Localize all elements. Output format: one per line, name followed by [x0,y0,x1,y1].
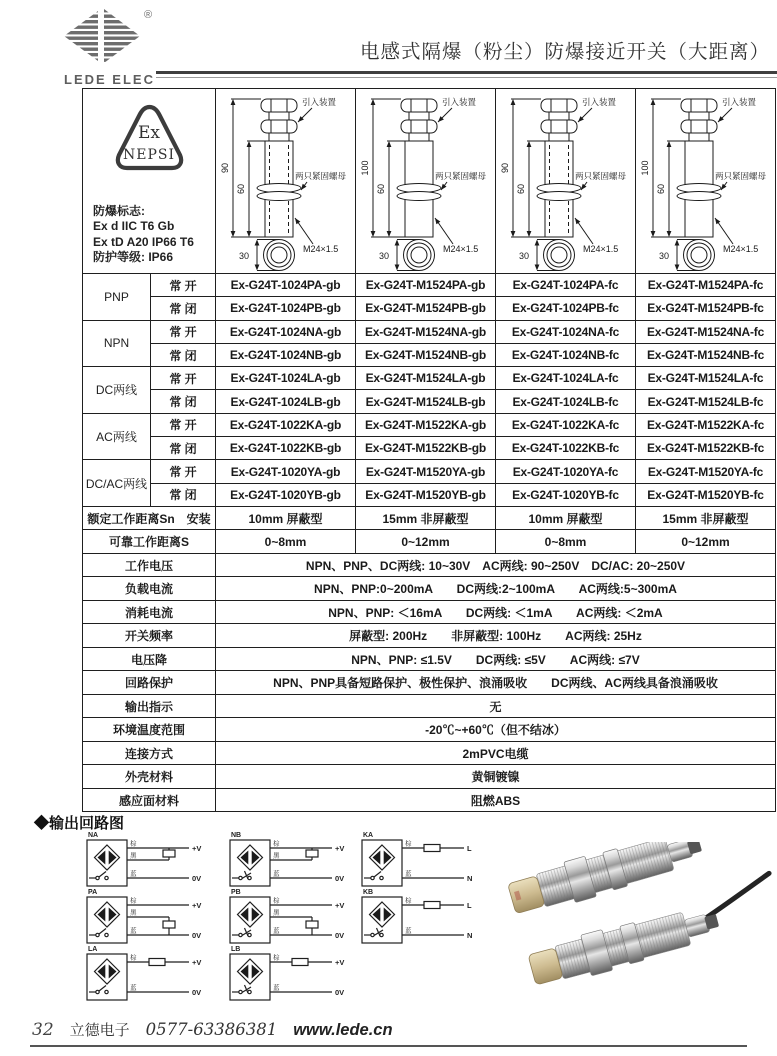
sensor-dimension-drawing [357,89,495,273]
thread-label: M24×1.5 [302,244,338,254]
output-type-cell: PNP [83,274,151,321]
model-number-cell: Ex-G24T-M1524NA-gb [356,320,496,343]
page-title: 电感式隔爆（粉尘）防爆接近开关（大距离） [359,42,770,63]
spec-label-cell: 感应面材料 [83,788,216,812]
contact-state-cell: 常 闭 [151,297,216,320]
model-number-cell: Ex-G24T-1020YA-fc [496,460,636,483]
circuit-svg [360,887,488,947]
model-number-cell: Ex-G24T-1020YB-fc [496,483,636,506]
terminal-label: N [467,931,473,940]
terminal-label: L [467,844,472,853]
spec-value-cell: NPN、PNP、DC两线: 10~30V AC两线: 90~250V DC/AC: 20~250V [216,553,776,577]
sensor-dimension-drawing [497,89,635,273]
product-photo-1 [503,842,766,919]
wire-label: 黑 [273,852,280,860]
dim-inner: 60 [375,183,386,195]
model-number-cell: Ex-G24T-M1524PA-gb [356,274,496,297]
terminal-label: +V [192,958,202,967]
model-number-cell: Ex-G24T-1024LA-fc [496,367,636,390]
cert-line: Ex d IIC T6 Gb [93,219,175,233]
footer-rule [30,1045,747,1047]
model-number-cell: Ex-G24T-M1524NB-gb [356,343,496,366]
output-type-cell: DC两线 [83,367,151,414]
model-number-cell: Ex-G24T-1024PB-gb [216,297,356,320]
wire-label: 棕 [405,840,412,848]
wire-label: 蓝 [405,927,412,935]
circuit-name: NB [231,832,242,839]
model-number-cell: Ex-G24T-1024LA-gb [216,367,356,390]
model-row [83,413,776,436]
entry-label: 引入装置 [301,97,336,107]
model-number-cell: Ex-G24T-M1522KA-gb [356,413,496,436]
spec-row [83,624,776,648]
nuts-label: 两只紧固螺母 [434,171,486,181]
cert-line: 防护等级: IP66 [93,250,174,264]
entry-label: 引入装置 [441,97,476,107]
dim-overall: 100 [359,160,370,176]
dim-overall: 90 [499,162,510,174]
page-number: 32 [32,1020,54,1040]
circuit-svg [360,830,488,890]
wire-label: 蓝 [405,870,412,878]
spec-value-cell: 15mm 非屏蔽型 [356,506,496,530]
spec-value-cell: NPN、PNP: ＜16mA DC两线: ＜1mA AC两线: ＜2mA [216,600,776,624]
terminal-label: 0V [192,931,202,940]
spec-label-cell: 负载电流 [83,577,216,601]
terminal-label: N [467,874,473,883]
model-number-cell: Ex-G24T-M1524LB-gb [356,390,496,413]
page-footer [32,1019,393,1040]
model-number-cell: Ex-G24T-M1524PA-fc [636,274,776,297]
model-number-cell: Ex-G24T-1024NB-fc [496,343,636,366]
phone-number: 0577-63386381 [145,1020,278,1039]
circuit-name: KA [363,832,374,839]
wire-label: 棕 [405,897,412,905]
contact-state-cell: 常 闭 [151,437,216,460]
model-number-cell: Ex-G24T-1020YB-gb [216,483,356,506]
dim-inner: 60 [235,183,246,195]
output-circuits-heading: ◆输出回路图 [34,815,125,832]
dimension-drawing-cell [356,89,496,274]
brand-diamond-icon [64,6,159,66]
dim-diameter: 30 [658,251,669,261]
nuts-label: 两只紧固螺母 [574,171,626,181]
dim-diameter: 30 [518,251,529,261]
brand-name: LEDE ELEC [64,72,155,87]
contact-state-cell: 常 开 [151,413,216,436]
entry-label: 引入装置 [721,97,756,107]
terminal-label: +V [335,901,345,910]
terminal-label: +V [335,844,345,853]
spec-value-cell: 10mm 屏蔽型 [216,506,356,530]
circuit-name: KB [363,889,374,896]
nepsi-mark: NEPSI [122,146,176,163]
output-type-cell: NPN [83,320,151,367]
spec-value-cell: -20℃~+60℃（但不结冰） [216,718,776,742]
dim-overall: 90 [219,162,230,174]
spec-value-cell: 0~12mm [356,530,496,554]
dimension-drawing-cell [216,89,356,274]
circuit-svg [228,887,356,947]
terminal-label: +V [192,844,202,853]
wire-label: 棕 [130,954,137,962]
spec-label-cell: 额定工作距离Sn 安装 [83,506,216,530]
model-row [83,274,776,297]
terminal-label: +V [192,901,202,910]
circuit-diagram-kb [360,887,490,947]
model-row [83,320,776,343]
terminal-label: 0V [192,988,202,997]
spec-label-cell: 输出指示 [83,694,216,718]
wire-label: 黑 [130,909,137,917]
wire-label: 蓝 [273,984,280,992]
wire-label: 蓝 [130,927,137,935]
circuit-svg [228,944,356,1004]
certification-cell [83,89,216,274]
wire-label: 黑 [130,852,137,860]
spec-value-cell: NPN、PNP: ≤1.5V DC两线: ≤5V AC两线: ≤7V [216,647,776,671]
spec-label-cell: 回路保护 [83,671,216,695]
title-rule [156,71,777,78]
spec-row [83,530,776,554]
spec-label-cell: 工作电压 [83,553,216,577]
spec-label-cell: 消耗电流 [83,600,216,624]
thread-label: M24×1.5 [442,244,478,254]
circuit-diagram-pb [228,887,358,947]
spec-row [83,718,776,742]
dim-diameter: 30 [378,251,389,261]
wire-label: 蓝 [273,927,280,935]
circuit-svg [85,887,213,947]
contact-state-cell: 常 闭 [151,390,216,413]
spec-row [83,600,776,624]
spec-value-cell: 0~8mm [216,530,356,554]
spec-value-cell: 屏蔽型: 200Hz 非屏蔽型: 100Hz AC两线: 25Hz [216,624,776,648]
website-url: www.lede.cn [293,1021,393,1039]
spec-row [83,506,776,530]
spec-value-cell: 2mPVC电缆 [216,741,776,765]
company-name: 立德电子 [69,1022,130,1039]
spec-value-cell: 黄铜镀镍 [216,765,776,789]
wire-label: 棕 [273,954,280,962]
model-row [83,390,776,413]
circuit-svg [85,830,213,890]
spec-row [83,577,776,601]
model-row [83,437,776,460]
product-photos [492,842,774,1020]
model-number-cell: Ex-G24T-1022KA-gb [216,413,356,436]
entry-label: 引入装置 [581,97,616,107]
spec-value-cell: 0~12mm [636,530,776,554]
wire-label: 蓝 [130,870,137,878]
contact-state-cell: 常 开 [151,460,216,483]
sensor-dimension-drawing [637,89,775,273]
output-type-cell: DC/AC两线 [83,460,151,507]
model-number-cell: Ex-G24T-1024LB-gb [216,390,356,413]
model-number-cell: Ex-G24T-M1524NB-fc [636,343,776,366]
wire-label: 棕 [130,840,137,848]
model-number-cell: Ex-G24T-M1522KB-fc [636,437,776,460]
dimension-drawing-cell [496,89,636,274]
model-number-cell: Ex-G24T-M1524LB-fc [636,390,776,413]
spec-label-cell: 外壳材料 [83,765,216,789]
dim-diameter: 30 [238,251,249,261]
wire-label: 黑 [273,909,280,917]
model-row [83,367,776,390]
spec-value-cell: NPN、PNP具备短路保护、极性保护、浪涌吸收 DC两线、AC两线具备浪涌吸收 [216,671,776,695]
circuit-name: NA [88,832,99,839]
model-number-cell: Ex-G24T-1022KB-fc [496,437,636,460]
model-number-cell: Ex-G24T-M1524LA-fc [636,367,776,390]
model-number-cell: Ex-G24T-M1520YA-gb [356,460,496,483]
model-number-cell: Ex-G24T-M1522KA-fc [636,413,776,436]
wire-label: 棕 [273,897,280,905]
nepsi-ex-logo [83,97,216,197]
cert-line: 防爆标志: [93,203,145,218]
model-number-cell: Ex-G24T-1024NA-fc [496,320,636,343]
circuit-diagram-pa [85,887,215,947]
contact-state-cell: 常 开 [151,320,216,343]
contact-state-cell: 常 开 [151,367,216,390]
circuit-svg [85,944,213,1004]
cert-line: Ex tD A20 IP66 T6 [93,234,194,249]
model-row [83,297,776,320]
spec-label-cell: 环境温度范围 [83,718,216,742]
terminal-label: L [467,901,472,910]
circuit-name: LB [231,946,241,953]
terminal-label: 0V [335,931,345,940]
model-number-cell: Ex-G24T-M1524PB-fc [636,297,776,320]
circuit-diagram-la [85,944,215,1004]
model-number-cell: Ex-G24T-1024PB-fc [496,297,636,320]
model-number-cell: Ex-G24T-1022KA-fc [496,413,636,436]
model-number-cell: Ex-G24T-M1520YB-fc [636,483,776,506]
wire-label: 蓝 [273,870,280,878]
dim-overall: 100 [639,160,650,176]
product-spec-table [82,88,776,812]
contact-state-cell: 常 开 [151,274,216,297]
terminal-label: +V [335,958,345,967]
model-number-cell: Ex-G24T-1024LB-fc [496,390,636,413]
spec-row [83,647,776,671]
spec-row [83,741,776,765]
model-number-cell: Ex-G24T-1020YA-gb [216,460,356,483]
circuit-diagram-nb [228,830,358,890]
circuit-svg [228,830,356,890]
spec-label-cell: 连接方式 [83,741,216,765]
model-number-cell: Ex-G24T-1024PA-gb [216,274,356,297]
spec-row [83,553,776,577]
model-row [83,343,776,366]
model-number-cell: Ex-G24T-M1524LA-gb [356,367,496,390]
model-number-cell: Ex-G24T-1024NB-gb [216,343,356,366]
wire-label: 棕 [130,897,137,905]
spec-value-cell: 0~8mm [496,530,636,554]
model-number-cell: Ex-G24T-M1520YA-fc [636,460,776,483]
contact-state-cell: 常 闭 [151,483,216,506]
spec-value-cell: 无 [216,694,776,718]
spec-value-cell: NPN、PNP:0~200mA DC两线:2~100mA AC两线:5~300mA [216,577,776,601]
model-number-cell: Ex-G24T-M1522KB-gb [356,437,496,460]
spec-value-cell: 10mm 屏蔽型 [496,506,636,530]
thread-label: M24×1.5 [582,244,618,254]
spec-label-cell: 可靠工作距离S [83,530,216,554]
thread-label: M24×1.5 [722,244,758,254]
model-number-cell: Ex-G24T-1022KB-gb [216,437,356,460]
ex-mark: Ex [138,122,160,143]
registered-mark: ® [144,9,153,21]
circuit-diagram-na [85,830,215,890]
spec-value-cell: 阻燃ABS [216,788,776,812]
model-number-cell: Ex-G24T-M1524NA-fc [636,320,776,343]
sensor-dimension-drawing [217,89,355,273]
circuit-name: PB [231,889,241,896]
model-row [83,483,776,506]
terminal-label: 0V [192,874,202,883]
spec-label-cell: 电压降 [83,647,216,671]
circuit-name: LA [88,946,98,953]
model-number-cell: Ex-G24T-1024PA-fc [496,274,636,297]
terminal-label: 0V [335,988,345,997]
circuit-diagram-ka [360,830,490,890]
nuts-label: 两只紧固螺母 [294,171,346,181]
circuit-diagram-lb [228,944,358,1004]
spec-row [83,765,776,789]
spec-row [83,671,776,695]
model-row [83,460,776,483]
spec-label-cell: 开关频率 [83,624,216,648]
wire-label: 蓝 [130,984,137,992]
drawing-row [83,89,776,274]
circuit-name: PA [88,889,98,896]
spec-row [83,788,776,812]
cert-text-block [93,204,215,266]
dim-inner: 60 [515,183,526,195]
spec-value-cell: 15mm 非屏蔽型 [636,506,776,530]
dim-inner: 60 [655,183,666,195]
model-number-cell: Ex-G24T-M1524PB-gb [356,297,496,320]
terminal-label: 0V [335,874,345,883]
model-number-cell: Ex-G24T-M1520YB-gb [356,483,496,506]
contact-state-cell: 常 闭 [151,343,216,366]
model-number-cell: Ex-G24T-1024NA-gb [216,320,356,343]
spec-row [83,694,776,718]
wire-label: 棕 [273,840,280,848]
output-type-cell: AC两线 [83,413,151,460]
dimension-drawing-cell [636,89,776,274]
nuts-label: 两只紧固螺母 [714,171,766,181]
